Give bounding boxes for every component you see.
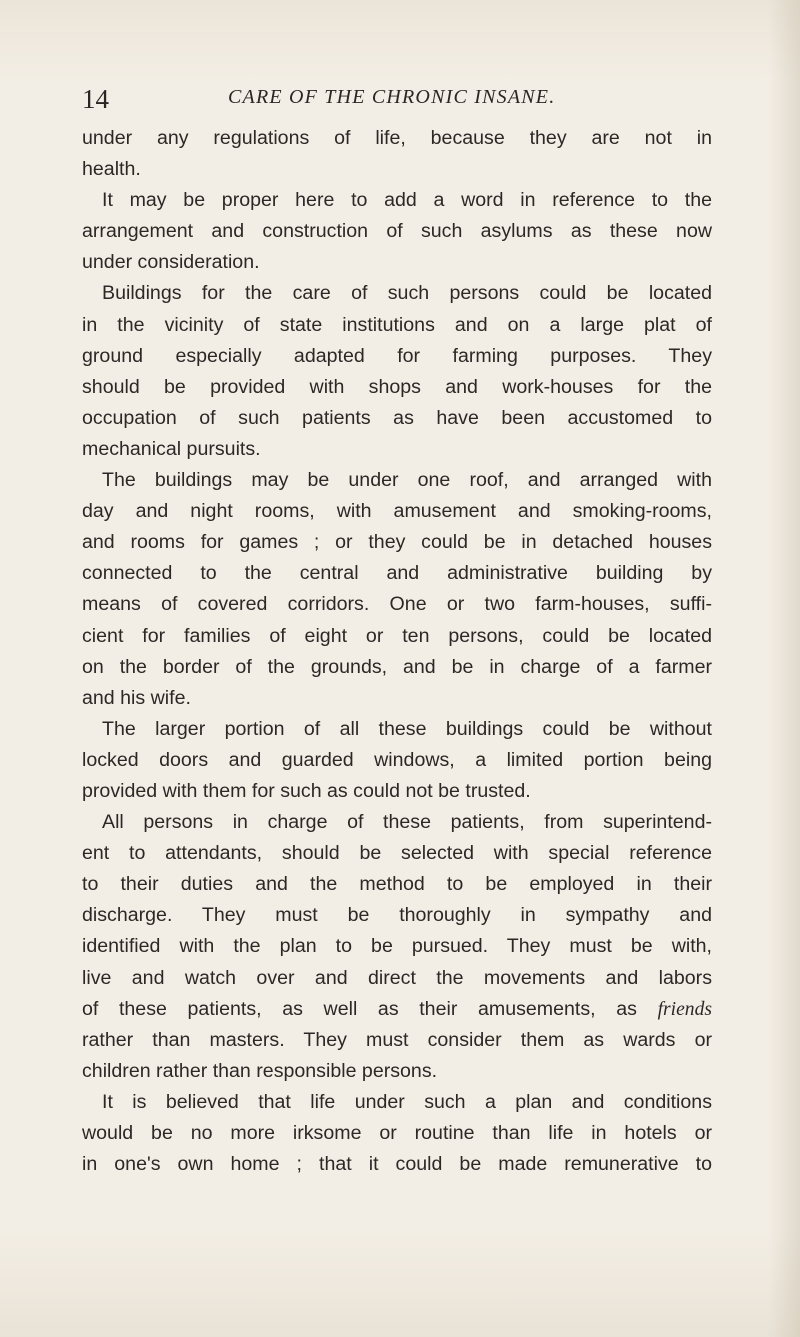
text-line: provided with them for such as could not be trusted. [82,779,531,802]
text-line: Buildings for the care of such persons could be located [102,282,712,305]
text-line: The larger portion of all these buildings could be without [102,717,712,740]
running-head: CARE OF THE CHRONIC INSANE. [228,86,556,108]
text-line: rather than masters. They must consider them as wards or [82,1028,712,1051]
text-line: mechanical pursuits. [82,437,261,460]
text-line: All persons in charge of these patients, from superintend- [102,811,712,834]
page-number: 14 [82,84,109,114]
text-line: children rather than responsible persons. [82,1059,438,1082]
text-line: live and watch over and direct the movements and labors [82,966,712,989]
italic-word: friends [657,998,712,1020]
text-line: discharge. They must be thoroughly in sympathy and [82,904,712,927]
text-line: of these patients, as well as their amusements, as friends [82,997,712,1020]
text-line: on the border of the grounds, and be in charge of a farmer [82,655,712,678]
text-line: should be provided with shops and work-houses for the [82,375,712,398]
body-text [82,123,712,1180]
text-line: identified with the plan to be pursued. They must be with, [82,935,712,958]
text-line: It is believed that life under such a plan and conditions [102,1090,712,1113]
text-line: would be no more irksome or routine than life in hotels or [82,1122,712,1144]
page-header [82,82,722,116]
text-line: and his wife. [82,686,191,709]
text-line: means of covered corridors. One or two farm-houses, suffi- [82,593,712,616]
text-line: ent to attendants, should be selected with special reference [82,842,712,865]
text-line: under consideration. [82,251,260,274]
text-line: The buildings may be under one roof, and arranged with [102,469,712,492]
text-line: It may be proper here to add a word in reference to the [102,189,712,212]
text-line: in one's own home ; that it could be made remunerative to [82,1153,712,1176]
text-line: day and night rooms, with amusement and smoking-rooms, [82,500,712,523]
text-line: health. [82,158,141,181]
text-line: and rooms for games ; or they could be in detached houses [82,531,712,554]
text-line: in the vicinity of state institutions and on a large plat of [82,313,712,336]
text-line: locked doors and guarded windows, a limited portion being [82,748,712,771]
text-line: ground especially adapted for farming purposes. They [82,344,712,367]
text-line: arrangement and construction of such asylums as these now [82,220,712,243]
text-line: cient for families of eight or ten persons, could be located [82,624,712,647]
text-line: under any regulations of life, because they are not in [82,127,712,149]
text-line: occupation of such patients as have been accustomed to [82,406,712,429]
text-line: connected to the central and administrative building by [82,562,712,585]
text-line: to their duties and the method to be employed in their [82,873,712,896]
